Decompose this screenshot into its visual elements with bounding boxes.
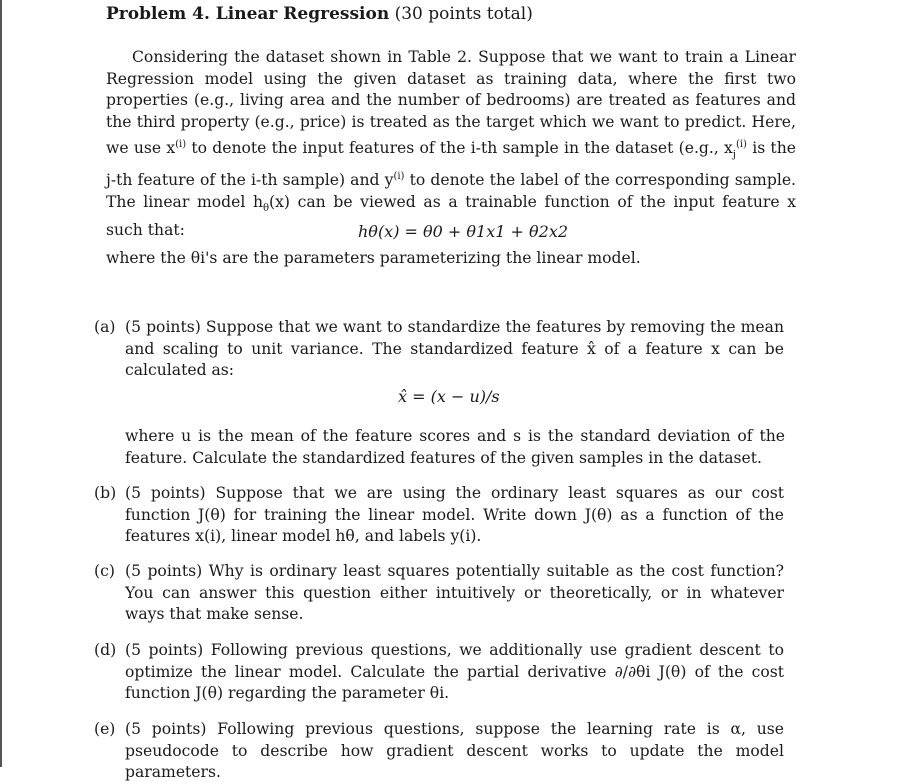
intro-paragraph	[106, 47, 796, 241]
sub-j: j	[732, 149, 736, 161]
part-d-text: (5 points) Following previous questions, we additionally use gradient descent to optimize the linear model. Calculate the partial derivative ∂/∂θi J(θ) of the cost function J(θ) regarding the parameter θi.	[125, 641, 784, 703]
problem-title	[106, 4, 533, 24]
page-edge-line	[0, 0, 2, 767]
part-b-text: (5 points) Suppose that we are using the ordinary least squares as our cost function J(θ) for training the linear model. Write down J(θ) as a function of the features x(i), linear model hθ, and labels y(i).	[125, 484, 784, 546]
sup-i-2: (i)	[735, 138, 747, 150]
part-a-label: (a)	[94, 318, 116, 336]
part-c-label: (c)	[94, 562, 115, 580]
part-e-text: (5 points) Following previous questions, suppose the learning rate is α, use pseudocode to describe how gradient descent works to update the model parameters.	[125, 720, 784, 782]
part-e-label: (e)	[94, 720, 116, 738]
part-a	[94, 317, 784, 382]
sup-i-3: (i)	[393, 170, 405, 182]
linear-model-equation: hθ(x) = θ0 + θ1x1 + θ2x2	[358, 222, 569, 241]
sup-i-1: (i)	[175, 138, 187, 150]
intro-text-5: (x) can be viewed as a trainable function of the input feature x such that:	[106, 192, 796, 239]
problem-title-points: (30 points total)	[394, 4, 533, 24]
sub-theta: θ	[263, 202, 270, 214]
part-c	[94, 561, 784, 626]
part-d-label: (d)	[94, 641, 117, 659]
part-a-continuation: where u is the mean of the feature scores and s is the standard deviation of the feature. Calculate the standardized features of the given samples in the dataset.	[125, 427, 785, 467]
part-b-label: (b)	[94, 484, 117, 502]
part-c-text: (5 points) Why is ordinary least squares potentially suitable as the cost function? You can answer this question either intuitively or theoretically, or in whatever ways that make sense.	[125, 562, 784, 624]
parameters-sentence: where the θi's are the parameters parameterizing the linear model.	[106, 249, 641, 267]
standardization-equation: x̂ = (x − u)/s	[398, 387, 500, 406]
part-b	[94, 483, 784, 548]
intro-text-2: to denote the input features of the i-th sample in the dataset (e.g., x	[186, 139, 733, 157]
problem-title-bold: Problem 4. Linear Regression	[106, 4, 390, 24]
part-e	[94, 719, 784, 784]
intro-text-1: Considering the dataset shown in Table 2. Suppose that we want to train a Linear Regression model using the given dataset as training data, where the first two properties (e.g., living area and the number of bedrooms) are treated as features and the third property (e.g., price) is treated as the target which we want to predict. Here, we use x	[106, 48, 796, 157]
intro-text-4: to denote the label of the corresponding sample. The linear model h	[106, 171, 796, 211]
part-d	[94, 640, 784, 705]
part-a-text: (5 points) Suppose that we want to standardize the features by removing the mean and scaling to unit variance. The standardized feature x̂ of a feature x can be calculated as:	[125, 318, 784, 380]
intro-text-3: is the j-th feature of the i-th sample) and y	[106, 139, 796, 189]
